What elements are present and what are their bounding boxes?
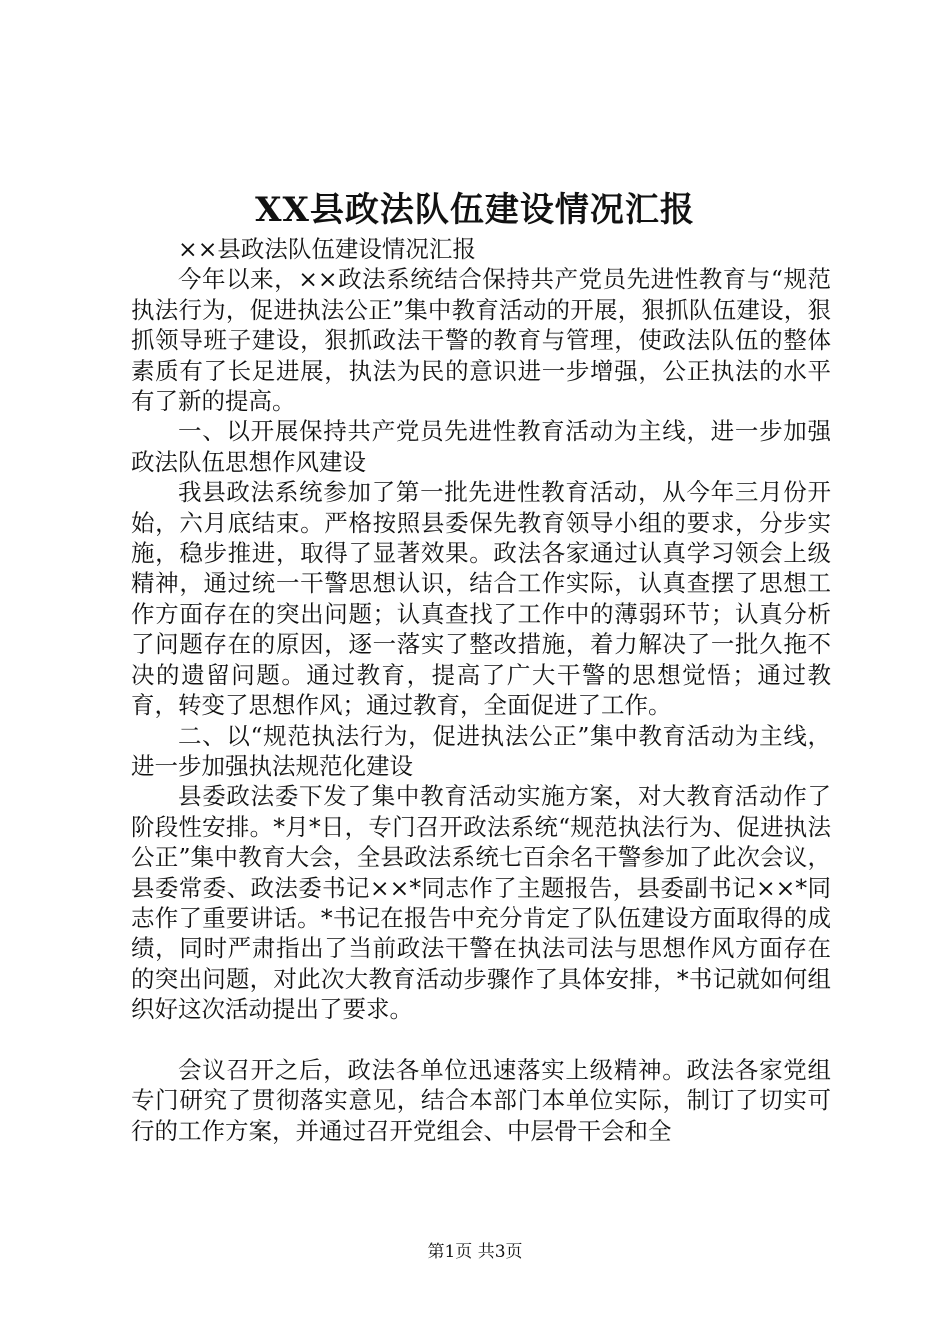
paragraph-intro: 今年以来，××政法系统结合保持共产党员先进性教育与“规范执法行为，促进执法公正”集中教育活动的开展，狠抓队伍建设，狠抓领导班子建设，狠抓政法干警的教育与管理，使政法队伍的整体素质有了长足进展，执法为民的意识进一步增强，公正执法的水平有了新的提高。 (131, 265, 831, 416)
document-title: XX县政法队伍建设情况汇报 (255, 190, 695, 230)
document-body (131, 234, 831, 1146)
paragraph-section-one: 我县政法系统参加了第一批先进性教育活动，从今年三月份开始，六月底结束。严格按照县委保先教育领导小组的要求，分步实施，稳步推进，取得了显著效果。政法各家通过认真学习领会上级精神，通过统一干警思想认识，结合工作实际，认真查摆了思想工作方面存在的突出问题；认真查找了工作中的薄弱环节；认真分析了问题存在的原因，逐一落实了整改措施，着力解决了一批久拖不决的遗留问题。通过教育，提高了广大干警的思想觉悟；通过教育，转变了思想作风；通过教育，全面促进了工作。 (131, 478, 831, 720)
page-number-footer: 第1页 共3页 (427, 1242, 523, 1262)
section-heading-two: 二、以“规范执法行为，促进执法公正”集中教育活动为主线，进一步加强执法规范化建设 (131, 721, 831, 780)
section-heading-one: 一、以开展保持共产党员先进性教育活动为主线，进一步加强政法队伍思想作风建设 (131, 417, 831, 476)
paragraph-subtitle: ××县政法队伍建设情况汇报 (178, 235, 476, 263)
paragraph-meeting-followup: 会议召开之后，政法各单位迅速落实上级精神。政法各家党组专门研究了贯彻落实意见，结合本部门本单位实际，制订了切实可行的工作方案，并通过召开党组会、中层骨干会和全 (131, 1055, 831, 1145)
paragraph-section-two: 县委政法委下发了集中教育活动实施方案，对大教育活动作了阶段性安排。*月*日，专门召开政法系统“规范执法行为、促进执法公正”集中教育大会，全县政法系统七百余名干警参加了此次会议，县委常委、政法委书记××*同志作了主题报告，县委副书记××*同志作了重要讲话。*书记在报告中充分肯定了队伍建设方面取得的成绩，同时严肃指出了当前政法干警在执法司法与思想作风方面存在的突出问题，对此次大教育活动步骤作了具体安排，*书记就如何组织好这次活动提出了要求。 (131, 782, 831, 1024)
